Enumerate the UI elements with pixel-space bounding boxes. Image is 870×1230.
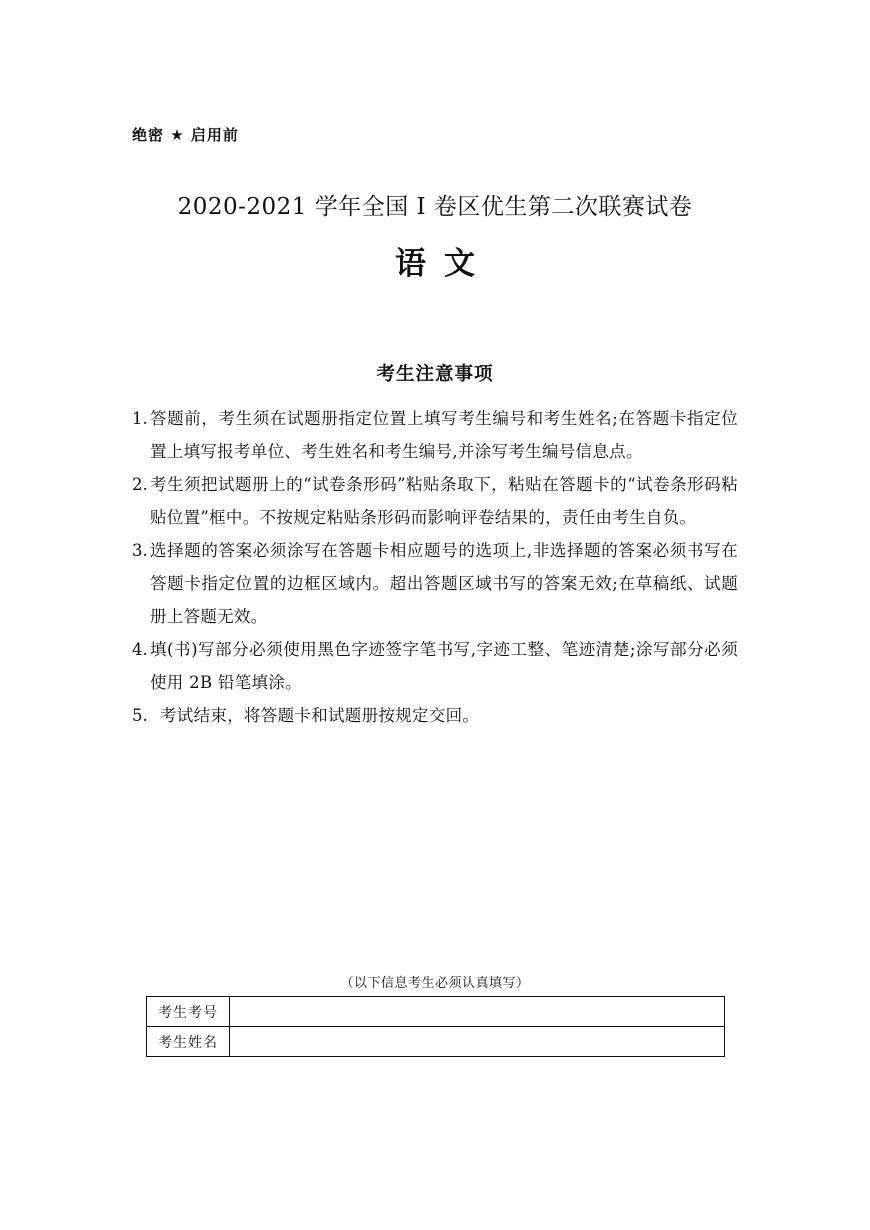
subject-title: 语文 — [395, 246, 493, 282]
candidate-number-label: 考生考号 — [147, 997, 230, 1027]
notice-item-text: 填(书)写部分必须使用黑色字迹签字笔书写,字迹工整、笔迹清楚;涂写部分必须使用 2B 铅笔填涂。 — [150, 640, 738, 692]
table-row — [147, 1027, 725, 1057]
notice-item-number: 3. — [132, 541, 148, 560]
notice-item-5 — [132, 699, 738, 732]
notice-item-number: 5. — [132, 706, 148, 725]
notice-heading: 考生注意事项 — [376, 364, 494, 385]
notice-item-1 — [132, 402, 738, 468]
notice-item-number: 2. — [132, 475, 148, 494]
candidate-name-field[interactable] — [230, 1027, 725, 1057]
notice-list — [132, 402, 738, 732]
notice-item-number: 4. — [132, 640, 148, 659]
notice-item-text: 考试结束，将答题卡和试题册按规定交回。 — [160, 706, 480, 725]
candidate-name-label: 考生姓名 — [147, 1027, 230, 1057]
info-form-caption: （以下信息考生必须认真填写） — [340, 976, 530, 991]
table-row — [147, 997, 725, 1027]
exam-title: 2020-2021 学年全国 I 卷区优生第二次联赛试卷 — [177, 194, 693, 220]
notice-item-4 — [132, 633, 738, 699]
notice-item-text: 考生须把试题册上的“试卷条形码”粘贴条取下，粘贴在答题卡的“试卷条形码粘贴位置”框中。不按规定粘贴条形码而影响评卷结果的，责任由考生自负。 — [150, 475, 738, 527]
candidate-info-table — [146, 996, 725, 1057]
notice-item-text: 答题前，考生须在试题册指定位置上填写考生编号和考生姓名;在答题卡指定位置上填写报考单位、考生姓名和考生编号,并涂写考生编号信息点。 — [150, 409, 738, 461]
notice-item-number: 1. — [132, 409, 148, 428]
notice-item-2 — [132, 468, 738, 534]
confidential-mark: 绝密 ★ 启用前 — [132, 126, 239, 144]
notice-item-3 — [132, 534, 738, 633]
notice-item-text: 选择题的答案必须涂写在答题卡相应题号的选项上,非选择题的答案必须书写在答题卡指定位置的边框区域内。超出答题区域书写的答案无效;在草稿纸、试题册上答题无效。 — [150, 541, 738, 626]
candidate-number-field[interactable] — [230, 997, 725, 1027]
